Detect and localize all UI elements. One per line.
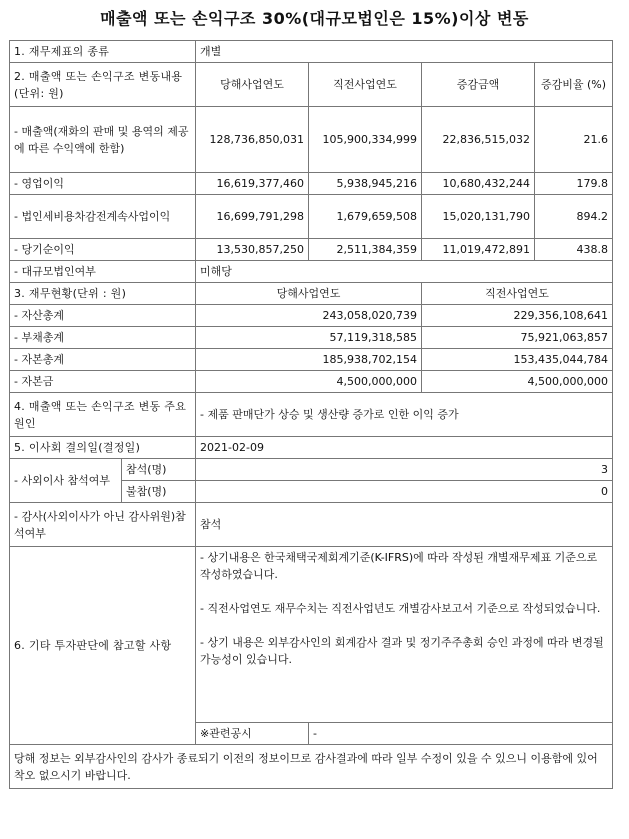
total-assets-current: 243,058,020,739 bbox=[196, 305, 422, 327]
board-date-label: 5. 이사회 결의일(결정일) bbox=[10, 437, 196, 459]
operating-income-previous: 5,938,945,216 bbox=[309, 173, 422, 195]
attend-label: 참석(명) bbox=[122, 459, 196, 481]
table-row bbox=[10, 63, 613, 107]
net-income-change: 11,019,472,891 bbox=[422, 239, 535, 261]
revenue-previous: 105,900,334,999 bbox=[309, 107, 422, 173]
auditor-value: 참석 bbox=[196, 503, 613, 547]
total-equity-label: - 자본총계 bbox=[10, 349, 196, 371]
operating-income-change: 10,680,432,244 bbox=[422, 173, 535, 195]
total-assets-label: - 자산총계 bbox=[10, 305, 196, 327]
note-text: - 상기내용은 한국채택국제회계기준(K-IFRS)에 따라 작성된 개별재무제표 기준으로 작성하였습니다. bbox=[200, 551, 598, 581]
main-cause-value: - 제품 판매단가 상승 및 생산량 증가로 인한 이익 증가 bbox=[196, 393, 613, 437]
header-previous-year: 직전사업연도 bbox=[309, 63, 422, 107]
fs-header-current-year: 당해사업연도 bbox=[196, 283, 422, 305]
table-row bbox=[10, 745, 613, 789]
auditor-label: - 감사(사외이사가 아닌 감사위원)참석여부 bbox=[10, 503, 196, 547]
capital-stock-current: 4,500,000,000 bbox=[196, 371, 422, 393]
outside-directors-label: - 사외이사 참석여부 bbox=[10, 459, 122, 503]
page-title: 매출액 또는 손익구조 30%(대규모법인은 15%)이상 변동 bbox=[100, 9, 529, 28]
table-row bbox=[10, 283, 613, 305]
main-cause-label: 4. 매출액 또는 손익구조 변동 주요원인 bbox=[10, 393, 196, 437]
pretax-income-change: 15,020,131,790 bbox=[422, 195, 535, 239]
large-corp-label: - 대규모법인여부 bbox=[10, 261, 196, 283]
attend-value: 3 bbox=[196, 459, 613, 481]
table-row bbox=[10, 393, 613, 437]
change-section-label: 2. 매출액 또는 손익구조 변동내용(단위: 원) bbox=[10, 63, 196, 107]
revenue-current: 128,736,850,031 bbox=[196, 107, 309, 173]
table-row bbox=[10, 327, 613, 349]
net-income-label: - 당기순이익 bbox=[10, 239, 196, 261]
statement-type-value: 개별 bbox=[196, 41, 613, 63]
table-row bbox=[10, 371, 613, 393]
table-row bbox=[10, 547, 613, 723]
revenue-change: 22,836,515,032 bbox=[422, 107, 535, 173]
net-income-previous: 2,511,384,359 bbox=[309, 239, 422, 261]
total-equity-previous: 153,435,044,784 bbox=[422, 349, 613, 371]
footer-note: 당해 정보는 외부감사인의 감사가 종료되기 이전의 정보이므로 감사결과에 따라 일부 수정이 있을 수 있으니 이용함에 있어 착오 없으시기 바랍니다. bbox=[10, 745, 613, 789]
table-row bbox=[10, 239, 613, 261]
table-row bbox=[10, 503, 613, 547]
total-assets-previous: 229,356,108,641 bbox=[422, 305, 613, 327]
net-income-ratio: 438.8 bbox=[535, 239, 613, 261]
note-text: - 직전사업연도 재무수치는 직전사업년도 개별감사보고서 기준으로 작성되었습니다. bbox=[200, 602, 601, 615]
total-equity-current: 185,938,702,154 bbox=[196, 349, 422, 371]
absent-label: 불참(명) bbox=[122, 481, 196, 503]
note-text: - 상기 내용은 외부감사인의 회계감사 결과 및 정기주주총회 승인 과정에 따라 변경될 가능성이 있습니다. bbox=[200, 636, 604, 666]
header-change-amount: 증감금액 bbox=[422, 63, 535, 107]
revenue-ratio: 21.6 bbox=[535, 107, 613, 173]
related-disclosure-label: ※관련공시 bbox=[196, 723, 309, 745]
other-info-label: 6. 기타 투자판단에 참고할 사항 bbox=[10, 547, 196, 745]
operating-income-label: - 영업이익 bbox=[10, 173, 196, 195]
total-liabilities-label: - 부채총계 bbox=[10, 327, 196, 349]
table-row bbox=[10, 349, 613, 371]
net-income-current: 13,530,857,250 bbox=[196, 239, 309, 261]
table-row bbox=[10, 437, 613, 459]
table-row bbox=[10, 107, 613, 173]
board-date-value: 2021-02-09 bbox=[196, 437, 613, 459]
other-info-notes bbox=[196, 547, 613, 723]
table-row bbox=[10, 305, 613, 327]
absent-value: 0 bbox=[196, 481, 613, 503]
fs-header-previous-year: 직전사업연도 bbox=[422, 283, 613, 305]
table-row bbox=[10, 261, 613, 283]
large-corp-value: 미해당 bbox=[196, 261, 613, 283]
table-row bbox=[10, 41, 613, 63]
header-current-year: 당해사업연도 bbox=[196, 63, 309, 107]
financial-status-label: 3. 재무현황(단위 : 원) bbox=[10, 283, 196, 305]
capital-stock-previous: 4,500,000,000 bbox=[422, 371, 613, 393]
table-row bbox=[10, 459, 613, 481]
header-change-ratio: 증감비율 (%) bbox=[535, 63, 613, 107]
table-row bbox=[10, 195, 613, 239]
revenue-label: - 매출액(재화의 판매 및 용역의 제공에 따른 수익액에 한함) bbox=[10, 107, 196, 173]
pretax-income-previous: 1,679,659,508 bbox=[309, 195, 422, 239]
statement-type-label: 1. 재무제표의 종류 bbox=[10, 41, 196, 63]
pretax-income-ratio: 894.2 bbox=[535, 195, 613, 239]
pretax-income-current: 16,699,791,298 bbox=[196, 195, 309, 239]
related-disclosure-value: - bbox=[309, 723, 613, 745]
capital-stock-label: - 자본금 bbox=[10, 371, 196, 393]
total-liabilities-current: 57,119,318,585 bbox=[196, 327, 422, 349]
operating-income-current: 16,619,377,460 bbox=[196, 173, 309, 195]
operating-income-ratio: 179.8 bbox=[535, 173, 613, 195]
pretax-income-label: - 법인세비용차감전계속사업이익 bbox=[10, 195, 196, 239]
table-row bbox=[10, 173, 613, 195]
total-liabilities-previous: 75,921,063,857 bbox=[422, 327, 613, 349]
disclosure-table bbox=[9, 40, 613, 789]
